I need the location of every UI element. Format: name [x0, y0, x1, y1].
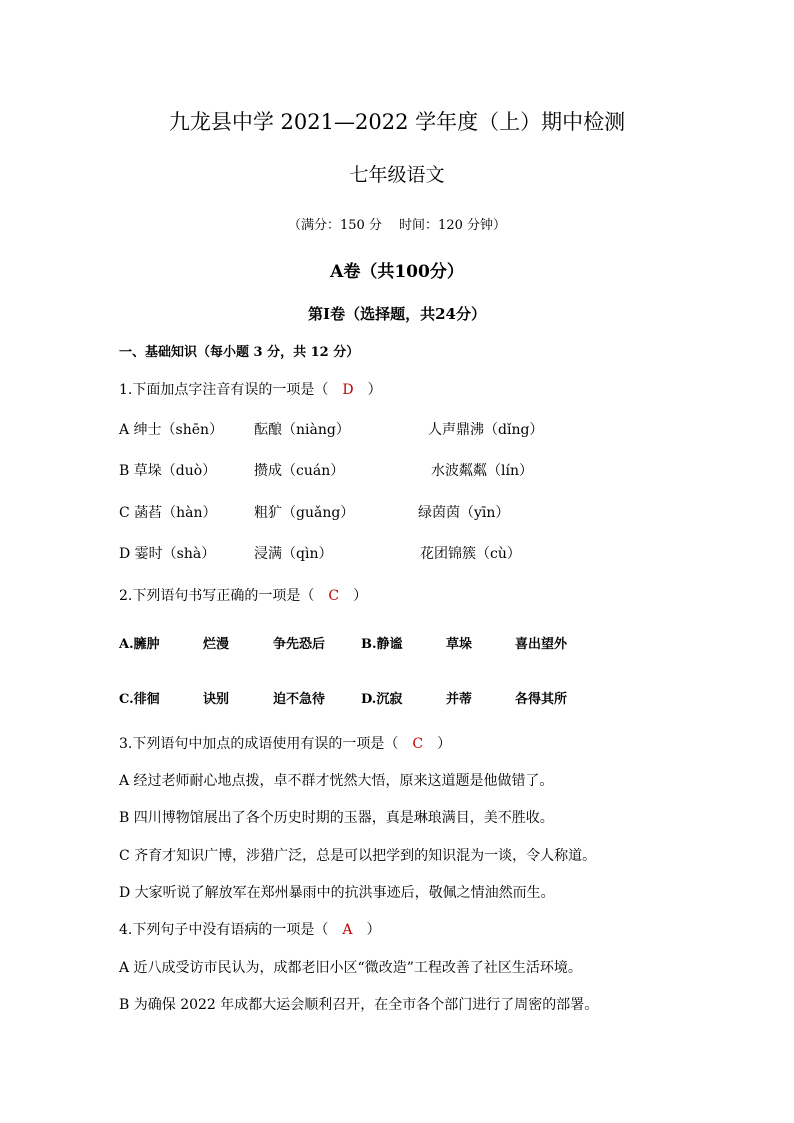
question-3-answer: C [412, 736, 424, 752]
q2-word: 并蒂 [446, 692, 473, 707]
q2-word: 迫不急待 [273, 692, 326, 707]
q2-word: 诀别 [203, 692, 230, 707]
q1-option-b-2: 攒成（cuán） [254, 463, 345, 479]
question-3 [119, 733, 451, 753]
q3-option-b: B 四川博物馆展出了各个历史时期的玉器，真是琳琅满目，美不胜收。 [119, 810, 554, 826]
q1-option-a-1: A 绅士（shēn） [119, 422, 224, 438]
question-3-suffix: ） [437, 736, 452, 752]
question-4-answer: A [342, 922, 353, 938]
question-2 [119, 585, 367, 605]
page-subtitle: 七年级语文 [349, 164, 445, 186]
q2-word: 争先恐后 [273, 637, 326, 652]
q1-option-c-2: 粗犷（guǎng） [254, 505, 355, 521]
q2-word: B.静谧 [361, 637, 403, 652]
question-2-answer: C [328, 588, 340, 604]
question-2-suffix: ） [353, 588, 368, 604]
q4-option-a: A 近八成受访市民认为，成都老旧小区“微改造”工程改善了社区生活环境。 [119, 960, 582, 976]
q2-word: 烂漫 [203, 637, 230, 652]
q1-option-d-2: 浸满（qìn） [254, 546, 333, 562]
q2-word: D.沉寂 [361, 692, 403, 707]
q1-option-c-3: 绿茵茵（yīn） [418, 505, 510, 521]
q2-word: 草垛 [446, 637, 473, 652]
q2-word: 各得其所 [515, 692, 568, 707]
q2-word: C.徘徊 [119, 692, 160, 707]
question-2-text: 2.下列语句书写正确的一项是（ [119, 588, 315, 604]
q1-option-d-1: D 霎时（shà） [119, 546, 216, 562]
q2-word: 喜出望外 [515, 637, 568, 652]
question-4-text: 4.下列句子中没有语病的一项是（ [119, 922, 329, 938]
exam-info: （满分：150 分 时间：120 分钟） [287, 218, 507, 233]
question-1-suffix: ） [367, 382, 382, 398]
q1-option-a-3: 人声鼎沸（dǐng） [428, 422, 544, 438]
q1-option-b-3: 水波粼粼（lín） [431, 463, 533, 479]
question-1-text: 1.下面加点字注音有误的一项是（ [119, 382, 329, 398]
q4-option-b: B 为确保 2022 年成都大运会顺利召开，在全市各个部门进行了周密的部署。 [119, 997, 599, 1013]
q3-option-d: D 大家听说了解放军在郑州暴雨中的抗洪事迹后，敬佩之情油然而生。 [119, 885, 555, 901]
question-1-answer: D [342, 382, 354, 398]
question-3-text: 3.下列语句中加点的成语使用有误的一项是（ [119, 736, 399, 752]
question-4 [119, 919, 380, 939]
question-4-suffix: ） [366, 922, 381, 938]
volume-heading: A卷（共100分） [330, 262, 464, 282]
q3-option-a: A 经过老师耐心地点拨，卓不群才恍然大悟，原来这道题是他做错了。 [119, 773, 554, 789]
q2-word: A.臃肿 [119, 637, 160, 652]
q1-option-d-3: 花团锦簇（cù） [420, 546, 521, 562]
q3-option-c: C 齐育才知识广博，涉猎广泛，总是可以把学到的知识混为一谈，令人称道。 [119, 848, 597, 864]
part-heading: 第Ⅰ卷（选择题，共24分） [308, 305, 486, 323]
q1-option-b-1: B 草垛（duò） [119, 463, 217, 479]
section-heading: 一、基础知识（每小题 3 分，共 12 分） [119, 345, 360, 360]
q1-option-a-2: 酝酿（niàng） [254, 422, 350, 438]
question-1 [119, 379, 382, 399]
q1-option-c-1: C 菡萏（hàn） [119, 505, 217, 521]
page-title: 九龙县中学 2021—2022 学年度（上）期中检测 [168, 110, 626, 134]
